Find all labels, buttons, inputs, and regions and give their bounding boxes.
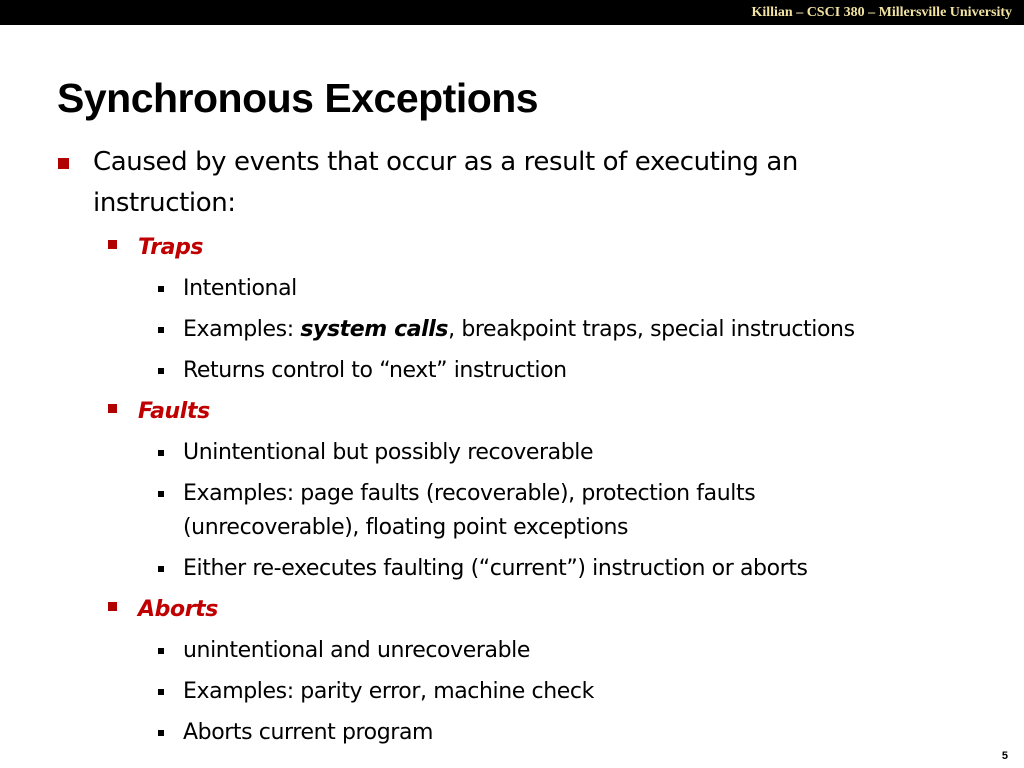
system-calls-emphasis: system calls — [300, 317, 449, 342]
intro-text-line2: instruction: — [93, 188, 236, 218]
aborts-item-unintentional: unintentional and unrecoverable — [183, 638, 530, 663]
small-bullet-icon — [158, 327, 164, 333]
small-bullet-icon — [158, 730, 164, 736]
aborts-item-examples: Examples: parity error, machine check — [183, 679, 594, 704]
faults-item-examples-line1: Examples: page faults (recoverable), protection faults — [183, 481, 756, 506]
faults-item-reexecutes: Either re-executes faulting (“current”) instruction or aborts — [183, 556, 808, 581]
traps-heading: Traps — [138, 235, 204, 260]
slide-title: Synchronous Exceptions — [57, 75, 539, 121]
course-info: Killian – CSCI 380 – Millersville University — [751, 5, 1012, 20]
square-bullet-icon — [58, 158, 69, 169]
aborts-heading: Aborts — [138, 597, 218, 622]
traps-item-examples: Examples: system calls, breakpoint traps, special instructions — [183, 317, 855, 342]
faults-item-examples-line2: (unrecoverable), floating point exceptions — [183, 515, 629, 540]
small-bullet-icon — [158, 566, 164, 572]
small-bullet-icon — [158, 286, 164, 292]
intro-text-line1: Caused by events that occur as a result of executing an — [93, 147, 798, 177]
small-bullet-icon — [158, 368, 164, 374]
faults-heading: Faults — [138, 399, 210, 424]
square-bullet-icon — [108, 404, 117, 413]
square-bullet-icon — [108, 602, 117, 611]
small-bullet-icon — [158, 491, 164, 497]
square-bullet-icon — [108, 240, 117, 249]
small-bullet-icon — [158, 450, 164, 456]
page-number: 5 — [1001, 750, 1008, 762]
traps-item-intentional: Intentional — [183, 276, 297, 301]
traps-item-returns: Returns control to “next” instruction — [183, 358, 567, 383]
small-bullet-icon — [158, 648, 164, 654]
aborts-item-current-program: Aborts current program — [183, 720, 434, 745]
small-bullet-icon — [158, 689, 164, 695]
faults-item-unintentional: Unintentional but possibly recoverable — [183, 440, 594, 465]
header-bar — [0, 0, 1024, 25]
